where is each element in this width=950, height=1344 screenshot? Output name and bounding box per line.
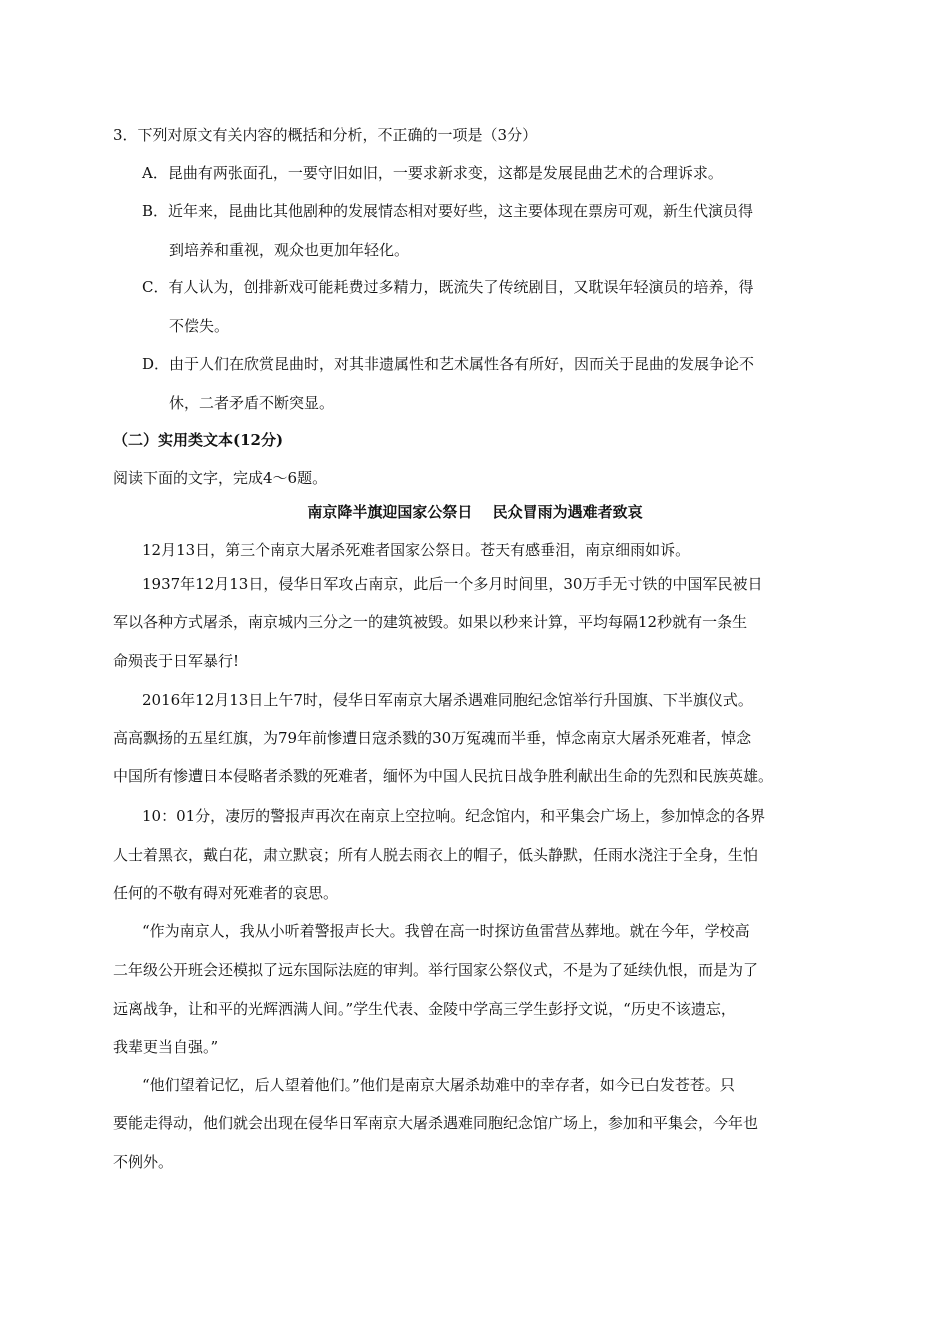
section-instruction: 阅读下面的文字，完成4～6题。 — [113, 469, 328, 487]
section-heading: （二）实用类文本(12分) — [113, 431, 284, 449]
article-title: 南京降半旗迎国家公祭日 民众冒雨为遇难者致哀 — [307, 503, 643, 521]
paragraph-2-line-1: 1937年12月13日，侵华日军攻占南京，此后一个多月时间里，30万手无寸铁的中国军民被日 — [142, 575, 763, 593]
option-c-line-1: C．有人认为，创排新戏可能耗费过多精力，既流失了传统剧目，又耽误年轻演员的培养，得 — [142, 278, 754, 296]
paragraph-5-line-2: 二年级公开班会还模拟了远东国际法庭的审判。举行国家公祭仪式，不是为了延续仇恨，而是为了 — [113, 961, 759, 979]
paragraph-2-line-2: 军以各种方式屠杀，南京城内三分之一的建筑被毁。如果以秒来计算，平均每隔12秒就有一条生 — [113, 613, 748, 631]
paragraph-3-line-3: 中国所有惨遭日本侵略者杀戮的死难者，缅怀为中国人民抗日战争胜利献出生命的先烈和民族英雄。 — [113, 767, 774, 785]
paragraph-5-line-3: 远离战争，让和平的光辉洒满人间。”学生代表、金陵中学高三学生彭抒文说，“历史不该遗忘， — [113, 1000, 736, 1018]
option-b-line-2: 到培养和重视，观众也更加年轻化。 — [169, 241, 410, 259]
paragraph-5-line-1: “作为南京人，我从小听着警报声长大。我曾在高一时探访鱼雷营丛葬地。就在今年，学校高 — [142, 922, 750, 940]
paragraph-4-line-1: 10：01分，凄厉的警报声再次在南京上空拉响。纪念馆内，和平集会广场上，参加悼念的各界 — [142, 807, 766, 825]
question-3-stem: 3．下列对原文有关内容的概括和分析，不正确的一项是（3分） — [113, 126, 538, 144]
option-b-line-1: B．近年来，昆曲比其他剧种的发展情态相对要好些，这主要体现在票房可观，新生代演员得 — [142, 202, 754, 220]
paragraph-6-line-1: “他们望着记忆，后人望着他们。”他们是南京大屠杀劫难中的幸存者，如今已白发苍苍。只 — [142, 1076, 735, 1094]
paragraph-3-line-1: 2016年12月13日上午7时，侵华日军南京大屠杀遇难同胞纪念馆举行升国旗、下半旗仪式。 — [142, 691, 753, 709]
option-d-line-1: D．由于人们在欣赏昆曲时，对其非遗属性和艺术属性各有所好，因而关于昆曲的发展争论不 — [142, 355, 755, 373]
paragraph-1-line-1: 12月13日，第三个南京大屠杀死难者国家公祭日。苍天有感垂泪，南京细雨如诉。 — [142, 541, 691, 559]
paragraph-3-line-2: 高高飘扬的五星红旗，为79年前惨遭日寇杀戮的30万冤魂而半垂，悼念南京大屠杀死难者，悼念 — [113, 729, 752, 747]
paragraph-4-line-3: 任何的不敬有碍对死难者的哀思。 — [113, 884, 339, 902]
paragraph-4-line-2: 人士着黑衣，戴白花，肃立默哀；所有人脱去雨衣上的帽子，低头静默，任雨水浇注于全身，生怕 — [113, 846, 759, 864]
paragraph-2-line-3: 命殒丧于日军暴行! — [113, 652, 240, 670]
paragraph-6-line-2: 要能走得动，他们就会出现在侵华日军南京大屠杀遇难同胞纪念馆广场上，参加和平集会，今年也 — [113, 1114, 759, 1132]
paragraph-5-line-4: 我辈更当自强。” — [113, 1038, 219, 1056]
option-a-line-1: A．昆曲有两张面孔，一要守旧如旧，一要求新求变，这都是发展昆曲艺术的合理诉求。 — [142, 164, 723, 182]
option-d-line-2: 休，二者矛盾不断突显。 — [169, 394, 335, 412]
option-c-line-2: 不偿失。 — [169, 317, 230, 335]
paragraph-6-line-3: 不例外。 — [113, 1153, 174, 1171]
